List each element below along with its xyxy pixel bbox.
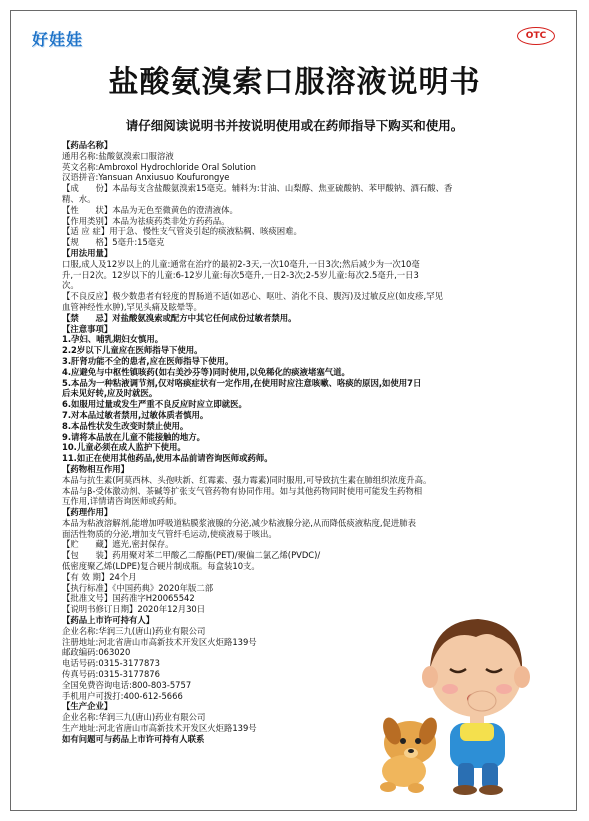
leaflet-line: 3.肝肾功能不全的患者,应在医师指导下使用。 [62,355,234,366]
leaflet-line: 【不良反应】极少数患者有轻度的胃肠道不适(如恶心、呕吐、消化不良、腹泻)及过敏反应(如皮疹,罕见 [62,291,443,302]
leaflet-line: 全国免费咨询电话:800-803-5757 [62,679,192,690]
leaflet-line: 本品为粘液溶解剂,能增加呼吸道粘膜浆液腺的分泌,减少粘液腺分泌,从而降低痰液粘度,促进肺表 [62,517,417,528]
child-and-dog-illustration [370,573,555,795]
leaflet-line: 【药品名称】 [62,140,113,150]
leaflet-line: 【包 装】药用聚对苯二甲酸乙二醇酯(PET)/聚偏二氯乙烯(PVDC)/ [62,550,321,561]
page-title: 盐酸氨溴索口服溶液说明书 [108,65,481,100]
leaflet-line: 【药理作用】 [62,507,113,518]
leaflet-line: 汉语拼音:Yansuan Anxiusuo Koufurongye [62,172,230,183]
leaflet-line: 本品与抗生素(阿莫西林、头孢呋新、红霉素、强力霉素)同时服用,可导致抗生素在肺组织浓度升高。 [62,474,432,485]
leaflet-line: 传真号码:0315-3177876 [62,669,160,680]
leaflet-line: 低密度聚乙烯(LDPE)复合硬片制成瓶。每盒装10支。 [62,561,260,572]
leaflet-line: 4.应避免与中枢性镇咳药(如右美沙芬等)同时使用,以免稀化的痰液堵塞气道。 [62,366,350,377]
leaflet-line: 8.本品性状发生改变时禁止使用。 [62,420,189,431]
leaflet-line: 【性 状】本品为无色至微黄色的澄清液体。 [62,204,238,215]
leaflet-line: 10.儿童必须在成人监护下使用。 [62,442,186,453]
leaflet-line: 2.2岁以下儿童应在医师指导下使用。 [62,345,203,356]
leaflet-line: 后未见好转,应及时就医。 [62,388,158,399]
leaflet-line: 6.如服用过量或发生严重不良反应时应立即就医。 [62,399,247,410]
page-subtitle: 请仔细阅读说明书并按说明使用或在药师指导下购买和使用。 [125,118,464,133]
leaflet-line: 口服,成人及12岁以上的儿童:通常在治疗的最初2-3天,一次10毫升,一日3次;然后减少为一次10毫 [62,258,420,269]
leaflet-line: 电话号码:0315-3177873 [62,658,160,669]
leaflet-line: 【规 格】5毫升:15毫克 [62,237,165,248]
dog-icon [380,715,441,793]
leaflet-line: 【作用类别】本品为祛痰药类非处方药药品。 [62,215,230,226]
leaflet-line: 【贮 藏】遮光,密封保存。 [62,539,174,550]
leaflet-line: 1.孕妇、哺乳期妇女慎用。 [62,334,164,345]
leaflet-line: 企业名称:华润三九(唐山)药业有限公司 [62,625,206,636]
leaflet-line: 面活性物质的分泌,增加支气管纤毛运动,使痰液易于咳出。 [62,528,277,539]
leaflet-line: 精、水。 [62,193,96,204]
leaflet-line: 【药物相互作用】 [62,463,129,474]
leaflet-line: 7.对本品过敏者禁用,过敏体质者慎用。 [62,409,209,420]
leaflet-line: 【批准文号】国药准字H20065542 [62,593,195,604]
leaflet-line: 【注意事项】 [62,323,113,334]
leaflet-line: 11.如正在使用其他药品,使用本品前请咨询医师或药师。 [62,453,273,464]
leaflet-line: 【成 份】本品每支含盐酸氨溴索15毫克。辅料为:甘油、山梨醇、焦亚硫酸钠、苯甲酸钠、酒石酸、香 [62,183,453,194]
otc-badge: OTC [517,27,555,45]
leaflet-line: 次。 [62,280,79,291]
leaflet-line: 企业名称:华润三九(唐山)药业有限公司 [62,712,206,723]
leaflet-line: 升,一日2次。12岁以下的儿童:6-12岁儿童:每次5毫升,一日2-3次;2-5岁儿童:每次2.5毫升,一日3 [62,269,419,280]
leaflet-line: 手机用户可拨打:400-612-5666 [62,690,183,701]
leaflet-line: 【有 效 期】24个月 [62,571,137,582]
leaflet-line: 【说明书修订日期】2020年12月30日 [62,604,206,615]
boy-icon [422,619,530,795]
brand-logo: 好娃娃 [32,30,84,49]
leaflet-line: 【适 应 症】用于急、慢性支气管炎引起的痰液粘稠、咳痰困难。 [62,226,302,237]
leaflet-line: 【禁 忌】对盐酸氨溴索或配方中其它任何成份过敏者禁用。 [62,312,297,323]
leaflet-line: 生产地址:河北省唐山市高新技术开发区火炬路139号 [62,723,257,734]
leaflet-line: 注册地址:河北省唐山市高新技术开发区火炬路139号 [62,636,257,647]
leaflet-line: 邮政编码:063020 [62,647,131,658]
leaflet-line: 血管神经性水肿),罕见头痛及眩晕等。 [62,301,202,312]
leaflet-line: 【执行标准】《中国药典》2020年版二部 [62,582,214,593]
leaflet-line: 互作用,详情请咨询医师或药师。 [62,496,182,507]
leaflet-line: 【用法用量】 [62,247,113,258]
leaflet-line: 5.本品为一种粘液调节剂,仅对咯痰症状有一定作用,在使用时应注意咳嗽、咯痰的原因,如使用7日 [62,377,422,388]
leaflet-line: 本品与β-受体激动剂、茶碱等扩张支气管药物有协同作用。如与其他药物同时使用可能发生药物相 [62,485,423,496]
leaflet-line: 英文名称:Ambroxol Hydrochloride Oral Solution [62,161,256,172]
leaflet-line: 通用名称:盐酸氨溴索口服溶液 [62,150,174,161]
leaflet-line: 9.请将本品放在儿童不能接触的地方。 [62,431,206,442]
leaflet-line: 【生产企业】 [62,701,113,712]
leaflet-line: 【药品上市许可持有人】 [62,615,155,626]
leaflet-line: 如有问题可与药品上市许可持有人联系 [62,733,205,744]
